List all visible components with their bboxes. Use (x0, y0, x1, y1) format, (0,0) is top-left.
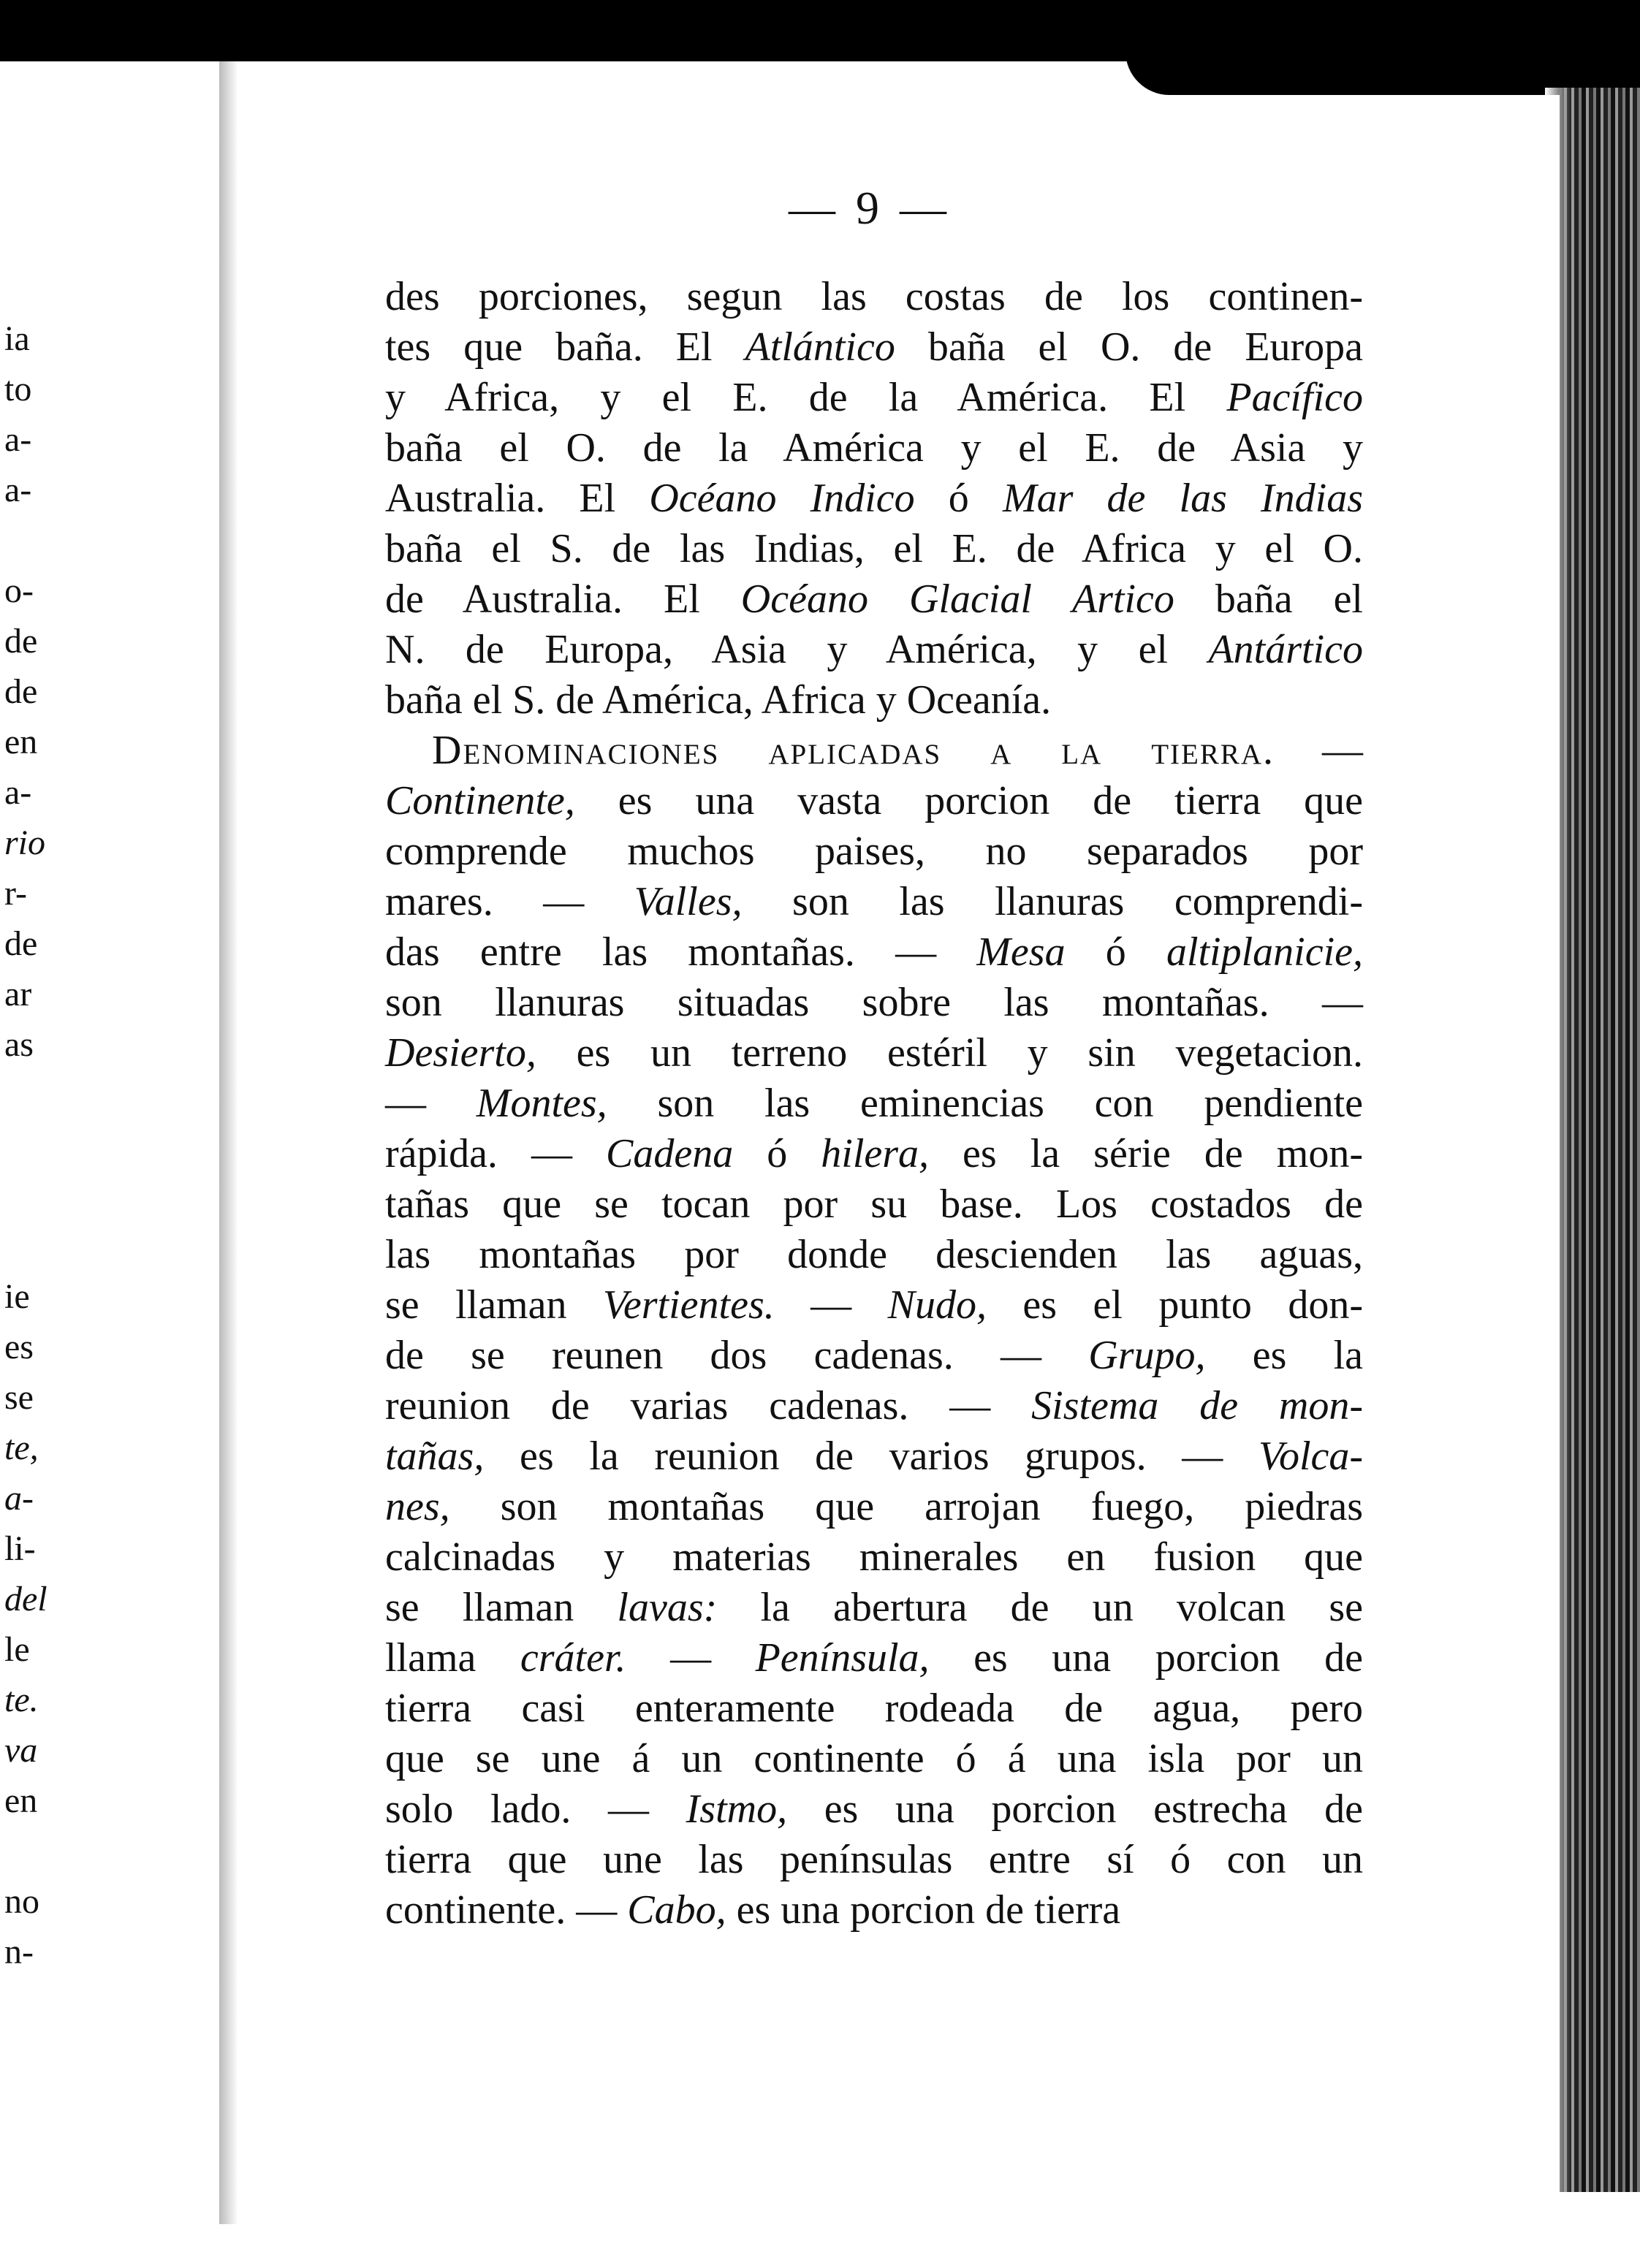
scanner-background-corner (1125, 0, 1640, 95)
text-run: es la reunion de varios grupos. — (484, 1434, 1259, 1479)
left-page-fragment: as (4, 1025, 34, 1064)
text-line (385, 1331, 1363, 1381)
text-run: de se reunen dos cadenas. — (385, 1333, 1089, 1378)
left-page-edge (0, 61, 221, 2224)
left-page-fragment: le (4, 1630, 30, 1669)
text-run: las montañas por donde descienden las aguas, (385, 1232, 1363, 1277)
left-page-fragment: n- (4, 1933, 34, 1971)
italic-term: lavas: (617, 1585, 718, 1630)
text-run: son las eminencias con pendiente (607, 1081, 1364, 1126)
text-run: de Australia. El (385, 576, 741, 622)
italic-term: cráter. (520, 1635, 626, 1681)
text-run: — (385, 1081, 477, 1126)
text-run: es la série de mon- (929, 1131, 1364, 1176)
page-fold-shadow (219, 61, 238, 2224)
text-line (385, 1532, 1363, 1583)
left-page-fragment (4, 1070, 48, 1120)
text-line (385, 1179, 1363, 1230)
book-page-edge-fade (1545, 88, 1640, 2192)
text-line (385, 625, 1363, 675)
italic-term: Mesa (976, 929, 1066, 975)
text-line (385, 1381, 1363, 1431)
text-run: son montañas que arrojan fuego, piedras (449, 1484, 1363, 1529)
left-page-fragment: en (4, 1781, 38, 1820)
italic-term: Antártico (1208, 627, 1363, 672)
left-page-fragment: a- (4, 1479, 34, 1518)
text-run: son llanuras situadas sobre las montañas. — (385, 980, 1363, 1025)
left-page-fragment: en (4, 723, 38, 761)
text-run: continente. — (385, 1887, 628, 1933)
text-run: son las llanuras comprendi- (742, 879, 1363, 924)
text-run: rápida. — (385, 1131, 606, 1176)
italic-term: hilera, (821, 1131, 930, 1176)
italic-term: Península, (755, 1635, 930, 1681)
left-page-fragment: o- (4, 571, 34, 610)
text-line (385, 1835, 1363, 1885)
text-line (385, 776, 1363, 826)
left-page-fragment: va (4, 1731, 38, 1770)
text-run: N. de Europa, Asia y América, y el (385, 627, 1209, 672)
text-line (385, 1431, 1363, 1482)
text-run: es una porcion estrecha de (787, 1786, 1364, 1832)
left-page-fragment (4, 1221, 48, 1271)
text-run: baña el S. de América, Africa y Oceanía. (385, 677, 1052, 723)
text-line (385, 1633, 1363, 1683)
text-run: baña el O. de la América y el E. de Asia y (385, 425, 1363, 471)
left-page-fragment: r- (4, 874, 28, 913)
text-line (385, 1583, 1363, 1633)
text-run: mares. — (385, 879, 634, 924)
text-run: es una porcion de tierra (726, 1887, 1121, 1933)
text-line (385, 826, 1363, 877)
italic-term: Océano Indico (649, 476, 915, 521)
text-line (385, 524, 1363, 574)
text-line (385, 1885, 1363, 1936)
italic-term: Continente, (385, 778, 575, 823)
text-run: es el punto don- (986, 1282, 1363, 1328)
italic-term: altiplanicie, (1166, 929, 1363, 975)
left-page-text-fragments (4, 313, 48, 1977)
italic-term: Montes, (476, 1081, 607, 1126)
left-page-fragment (4, 1120, 48, 1171)
text-run: des porciones, segun las costas de los continen- (385, 274, 1363, 319)
text-line (385, 322, 1363, 373)
text-line (385, 978, 1363, 1028)
text-run: das entre las montañas. — (385, 929, 977, 975)
left-page-fragment: rio (4, 823, 46, 862)
text-run: es una vasta porcion de tierra que (574, 778, 1363, 823)
text-run: es una porcion de (929, 1635, 1364, 1681)
text-line (385, 726, 1363, 776)
text-run: reunion de varias cadenas. — (385, 1383, 1032, 1428)
italic-term: Pacífico (1226, 375, 1363, 420)
left-page-fragment: ar (4, 975, 32, 1013)
italic-term: Grupo, (1088, 1333, 1206, 1378)
text-run: Australia. El (385, 476, 650, 521)
page-body-text (385, 272, 1363, 1936)
text-line (385, 1784, 1363, 1835)
text-run: ó (914, 476, 1003, 521)
text-line (385, 423, 1363, 473)
text-run: y Africa, y el E. de la América. El (385, 375, 1227, 420)
left-page-fragment: te, (4, 1428, 39, 1467)
left-page-fragment: de (4, 924, 38, 963)
italic-term: Océano Glacial Artico (740, 576, 1174, 622)
text-run: tes que baña. El (385, 324, 745, 370)
text-run: que se une á un continente ó á una isla por un (385, 1736, 1363, 1781)
text-line (385, 1078, 1363, 1129)
left-page-fragment: no (4, 1882, 39, 1921)
text-run: es un terreno estéril y sin vegetacion. (536, 1030, 1363, 1076)
left-page-fragment (4, 1171, 48, 1221)
text-run: se llaman (385, 1282, 603, 1328)
text-run: tierra casi enteramente rodeada de agua, pero (385, 1686, 1363, 1731)
text-run: llama (385, 1635, 520, 1681)
text-line (385, 1734, 1363, 1784)
text-line (385, 272, 1363, 322)
text-run: ó (1065, 929, 1166, 975)
text-line (385, 927, 1363, 978)
text-run: comprende muchos paises, no separados por (385, 829, 1363, 874)
italic-term: Cadena (605, 1131, 734, 1176)
left-page-fragment: li- (4, 1529, 36, 1568)
left-page-fragment: ie (4, 1277, 30, 1316)
text-line (385, 1280, 1363, 1331)
text-run: se llaman (385, 1585, 618, 1630)
left-page-fragment: se (4, 1378, 34, 1417)
italic-term: Mar de las Indias (1002, 476, 1364, 521)
text-run: — (626, 1635, 756, 1681)
text-run: — (774, 1282, 888, 1328)
italic-term: Cabo, (627, 1887, 726, 1933)
italic-term: nes, (385, 1484, 450, 1529)
text-run: es la (1205, 1333, 1364, 1378)
italic-term: Vertientes. (602, 1282, 775, 1328)
italic-term: Nudo, (887, 1282, 987, 1328)
page-number: — 9 — (789, 182, 951, 234)
left-page-fragment: to (4, 370, 32, 408)
left-page-fragment: del (4, 1580, 48, 1618)
left-page-fragment: te. (4, 1681, 39, 1719)
text-line (385, 1028, 1363, 1078)
text-run: ó (733, 1131, 821, 1176)
text-line (385, 877, 1363, 927)
text-run: baña el O. de Europa (895, 324, 1363, 370)
italic-term: tañas, (385, 1434, 485, 1479)
text-run: baña el S. de las Indias, el E. de Africa y el O. (385, 526, 1363, 571)
text-run: — (1275, 728, 1364, 773)
left-page-fragment: a- (4, 773, 32, 812)
italic-term: Desierto, (385, 1030, 536, 1076)
left-page-fragment: es (4, 1328, 34, 1366)
left-page-fragment: a- (4, 471, 32, 509)
left-page-fragment: de (4, 672, 38, 711)
italic-term: Valles, (634, 879, 743, 924)
left-page-fragment (4, 1826, 48, 1876)
italic-term: Sistema de mon- (1031, 1383, 1364, 1428)
italic-term: Volca- (1258, 1434, 1363, 1479)
left-page-fragment (4, 515, 48, 566)
text-run: la abertura de un volcan se (717, 1585, 1363, 1630)
text-run: baña el (1174, 576, 1363, 622)
text-line (385, 1129, 1363, 1179)
text-line (385, 1683, 1363, 1734)
text-run: solo lado. — (385, 1786, 686, 1832)
text-line (385, 574, 1363, 625)
left-page-fragment: de (4, 622, 38, 661)
text-run: tierra que une las penínsulas entre sí ó con un (385, 1837, 1363, 1882)
italic-term: Istmo, (686, 1786, 788, 1832)
section-heading: Denominaciones aplicadas a la tierra. (432, 728, 1275, 773)
text-line (385, 473, 1363, 524)
left-page-fragment: ia (4, 319, 30, 358)
text-run: calcinadas y materias minerales en fusion que (385, 1534, 1363, 1580)
text-line (385, 1482, 1363, 1532)
text-line (385, 373, 1363, 423)
text-line (385, 675, 1363, 726)
italic-term: Atlántico (745, 324, 895, 370)
text-line (385, 1230, 1363, 1280)
left-page-fragment: a- (4, 420, 32, 459)
text-run: tañas que se tocan por su base. Los costados de (385, 1181, 1363, 1227)
